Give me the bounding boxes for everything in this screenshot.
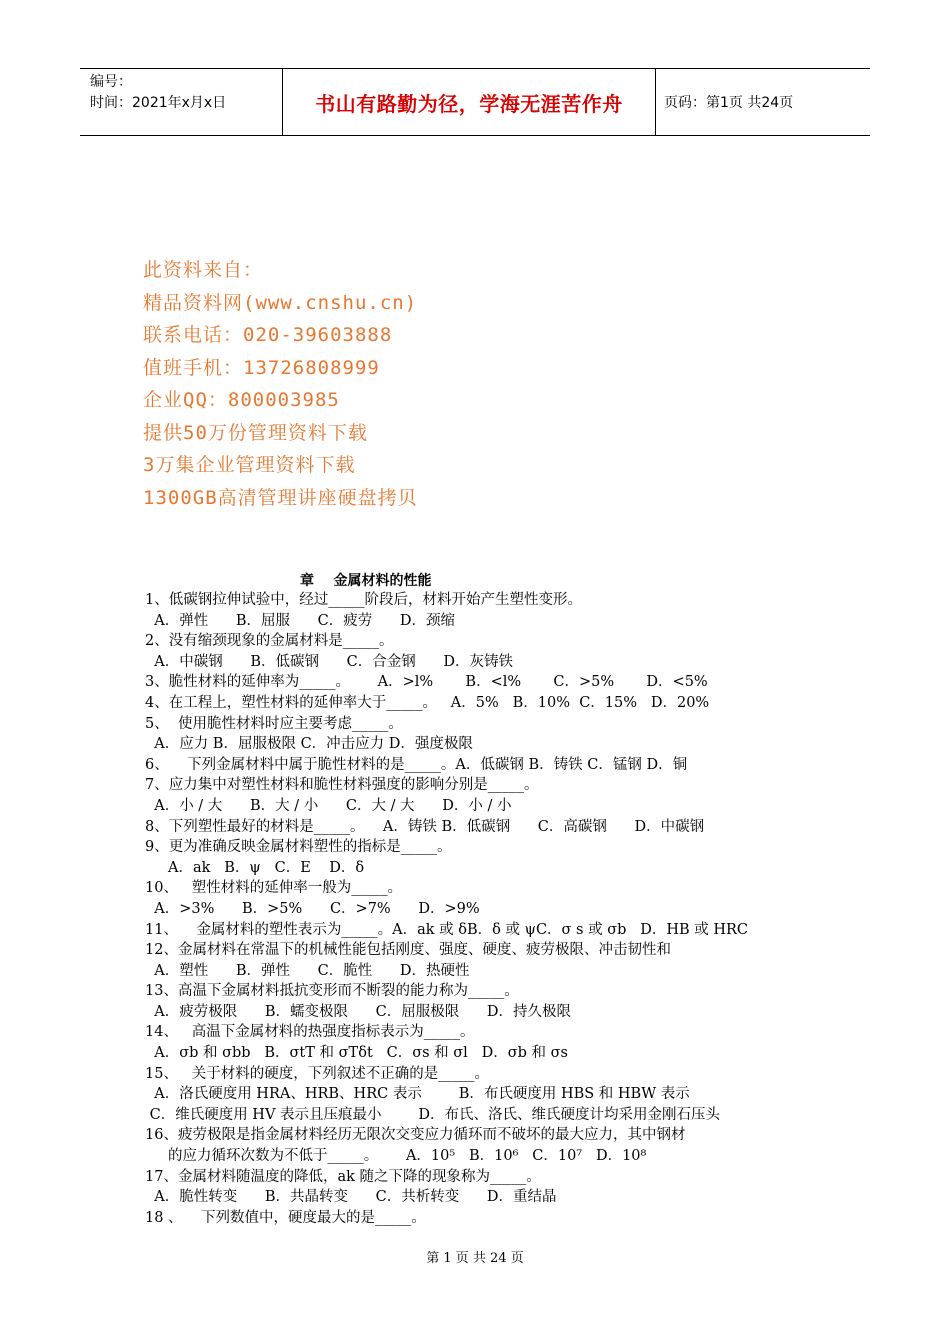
- question-line: A．弹性 B．屈服 C．疲劳 D．颈缩: [145, 612, 456, 629]
- date-line: 时间：2021年x月x日: [90, 95, 227, 111]
- source-line: 联系电话：020-39603888: [143, 324, 393, 346]
- source-line: 企业QQ：800003985: [143, 389, 340, 411]
- question-line: A．>3% B．>5% C．>7% D．>9%: [145, 900, 480, 917]
- question-line: C．维氏硬度用 HV 表示且压痕最小 D．布氏、洛氏、维氏硬度计均采用金刚石压头: [145, 1106, 721, 1123]
- question-line: 12、金属材料在常温下的机械性能包括刚度、强度、硬度、疲劳极限、冲击韧性和: [145, 942, 671, 959]
- question-line: 4、在工程上，塑性材料的延伸率大于_____。 A．5% B．10% C．15% D．20%: [145, 694, 710, 711]
- question-line: A．中碳钢 B．低碳钢 C．合金钢 D．灰铸铁: [145, 653, 514, 670]
- question-line: A．应力 B．屈服极限 C．冲击应力 D．强度极限: [145, 736, 473, 753]
- source-line: 精品资料网(www.cnshu.cn): [143, 291, 418, 314]
- question-line: 9、更为准确反映金属材料塑性的指标是_____。: [145, 839, 452, 856]
- question-line: A．σb 和 σbb B．σtT 和 σTδt C．σs 和 σl D．σb 和 σs: [145, 1045, 568, 1062]
- question-line: A．洛氏硬度用 HRA、HRB、HRC 表示 B．布氏硬度用 HBS 和 HBW 表示: [145, 1086, 690, 1103]
- question-line: 7、应力集中对塑性材料和脆性材料强度的影响分别是_____。: [145, 777, 539, 794]
- question-line: 3、脆性材料的延伸率为_____。 A．>l% B．<l% C．>5% D．<5%: [145, 674, 708, 691]
- document-header: [80, 68, 870, 136]
- header-page-cell: [656, 69, 870, 135]
- question-line: A．ak B．ψ C．E D．δ: [145, 859, 365, 876]
- question-line: 6、 下列金属材料中属于脆性材料的是_____。A．低碳钢 B．铸铁 C．锰钢 D．铜: [145, 756, 688, 773]
- question-line: 2、没有缩颈现象的金属材料是_____。: [145, 633, 394, 650]
- header-meta-cell: [80, 69, 283, 135]
- chapter-title: 章 金属材料的性能: [300, 573, 432, 589]
- source-info-block: [143, 254, 418, 514]
- source-line: 值班手机：13726808999: [143, 356, 380, 379]
- question-line: 8、下列塑性最好的材料是_____。 A．铸铁 B．低碳钢 C．高碳钢 D．中碳钢: [145, 818, 705, 835]
- page-info: 页码：第1页 共24页: [664, 95, 794, 111]
- source-line: 提供50万份管理资料下载: [143, 421, 368, 444]
- header-motto-cell: [283, 69, 656, 135]
- question-line: A．疲劳极限 B．蠕变极限 C．屈服极限 D．持久极限: [145, 1003, 572, 1020]
- question-line: 的应力循环次数为不低于_____。 A．10⁵ B．10⁶ C．10⁷ D．10⁸: [145, 1148, 647, 1165]
- question-line: 11、 金属材料的塑性表示为_____。A．ak 或 δB．δ 或 ψC．σ s 或 σb D．HB 或 HRC: [145, 921, 749, 938]
- question-list: [145, 590, 845, 1228]
- source-line: 1300GB高清管理讲座硬盘拷贝: [143, 486, 418, 509]
- motto-text: 书山有路勤为径，学海无涯苦作舟: [315, 91, 623, 116]
- page-footer: 第 1 页 共 24 页: [426, 1251, 524, 1266]
- source-line: 3万集企业管理资料下载: [143, 454, 356, 476]
- source-line: 此资料来自：: [143, 259, 264, 281]
- question-line: 5、 使用脆性材料时应主要考虑_____。: [145, 715, 403, 732]
- question-line: 16、疲劳极限是指金属材料经历无限次交变应力循环而不破坏的最大应力，其中钢材: [145, 1127, 686, 1144]
- question-line: 18 、 下列数值中，硬度最大的是_____。: [145, 1209, 426, 1226]
- question-line: A．塑性 B．弹性 C．脆性 D．热硬性: [145, 962, 470, 979]
- question-line: 13、高温下金属材料抵抗变形而不断裂的能力称为_____。: [145, 983, 519, 1000]
- question-line: 10、 塑性材料的延伸率一般为_____。: [145, 880, 403, 897]
- question-line: 15、 关于材料的硬度，下列叙述不正确的是_____。: [145, 1065, 490, 1082]
- question-line: A．脆性转变 B．共晶转变 C．共析转变 D．重结晶: [145, 1189, 557, 1206]
- number-label: 编号：: [90, 74, 132, 90]
- question-line: 17、金属材料随温度的降低，ak 随之下降的现象称为_____。: [145, 1168, 541, 1185]
- question-line: 1、低碳钢拉伸试验中，经过_____阶段后，材料开始产生塑性变形。: [145, 592, 582, 608]
- question-line: A．小 / 大 B．大 / 小 C．大 / 大 D．小 / 小: [145, 797, 512, 814]
- question-line: 14、 高温下金属材料的热强度指标表示为_____。: [145, 1024, 475, 1041]
